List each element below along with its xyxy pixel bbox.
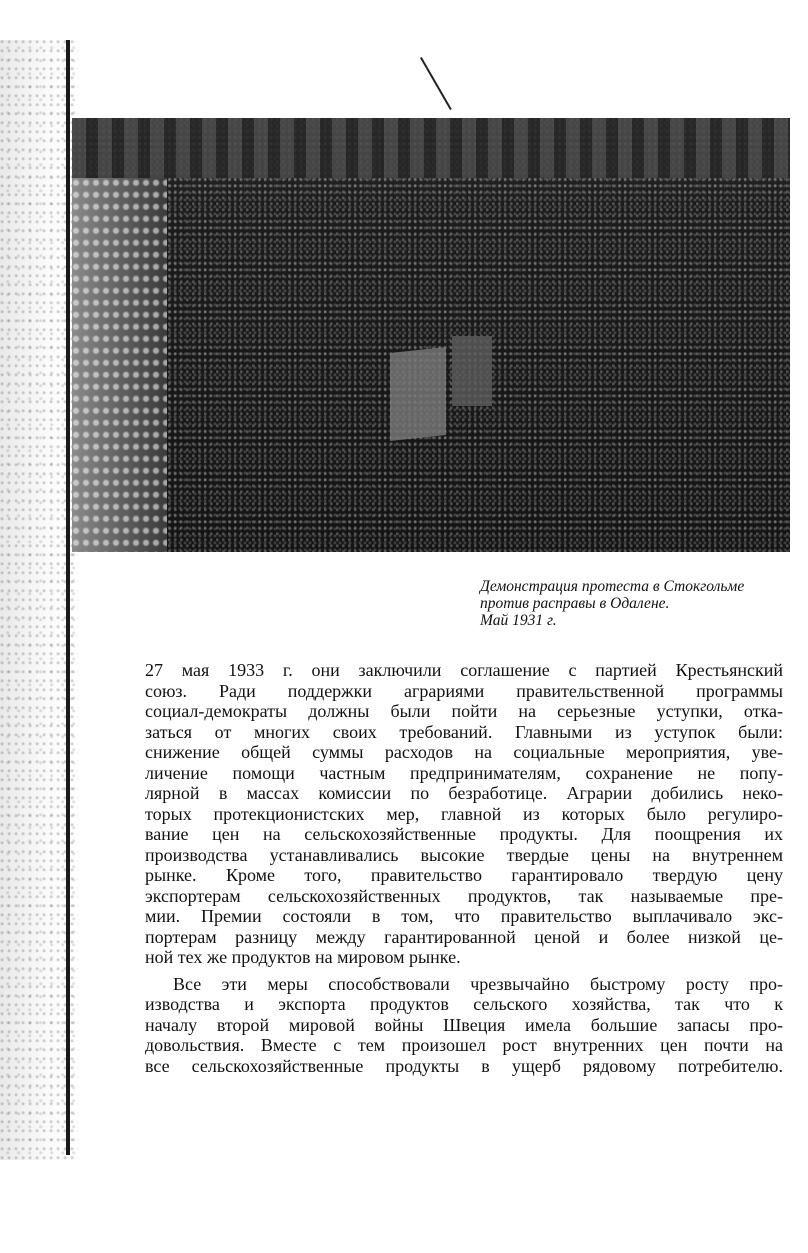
paragraph-1 — [145, 660, 783, 968]
caption-line: Демонстрация протеста в Стокгольме — [480, 578, 745, 595]
text-line: социал-демократы должны были пойти на серьезные уступки, отка- — [145, 701, 783, 721]
text-line: началу второй мировой войны Швеция имела большие запасы про- — [145, 1014, 783, 1035]
photo-caption — [480, 578, 790, 629]
caption-line: Май 1931 г. — [480, 612, 557, 629]
text-line: изводства и экспорта продуктов сельского хозяйства, так что к — [145, 994, 783, 1014]
binding-line — [66, 40, 70, 1155]
text-line: экспортерам сельскохозяйственных продуктов, так называемые пре- — [145, 885, 783, 906]
photo-lit-crowd-edge — [72, 178, 167, 552]
text-line: ной тех же продуктов на мировом рынке. — [145, 947, 461, 967]
text-line: портерам разницу между гарантированной ценой и более низкой це- — [145, 926, 783, 947]
text-line: все сельскохозяйственные продукты в ущерб рядовому потребителю. — [145, 1055, 783, 1076]
text-line: довольствия. Вместе с тем произошел рост внутренних цен почти на — [145, 1035, 783, 1055]
text-line: заться от многих своих требований. Главными из уступок были: — [145, 721, 783, 742]
body-text — [145, 660, 783, 1082]
text-line: личение помощи частным предпринимателям, сохранение не попу- — [145, 762, 783, 783]
text-line: торых протекционистских мер, главной из которых было регулиро- — [145, 803, 783, 824]
text-line: рынке. Кроме того, правительство гарантировало твердую цену — [145, 865, 783, 885]
text-line: лярной в массах комиссии по безработице. Аграрии добились неко- — [145, 783, 783, 803]
photo-banner — [390, 347, 446, 441]
text-line: мии. Премии состояли в том, что правительство выплачивало экс- — [145, 906, 783, 926]
text-line: союз. Ради поддержки аграриями правительственной программы — [145, 680, 783, 701]
paragraph-2 — [145, 974, 783, 1077]
caption-line: против расправы в Одалене. — [480, 595, 670, 612]
pencil-mark — [420, 57, 452, 110]
crowd-photo — [72, 118, 790, 552]
photo-banner-secondary — [452, 336, 492, 406]
text-line: Все эти меры способствовали чрезвычайно быстрому росту про- — [173, 973, 783, 994]
text-line: снижение общей суммы расходов на социальные мероприятия, уве- — [145, 742, 783, 762]
text-line: вание цен на сельскохозяйственные продукты. Для поощрения их — [145, 824, 783, 844]
photo-building-facade — [72, 118, 790, 178]
text-line: 27 мая 1933 г. они заключили соглашение с партией Крестьянский — [145, 660, 783, 680]
text-line: производства устанавливались высокие твердые цены на внутреннем — [145, 844, 783, 865]
